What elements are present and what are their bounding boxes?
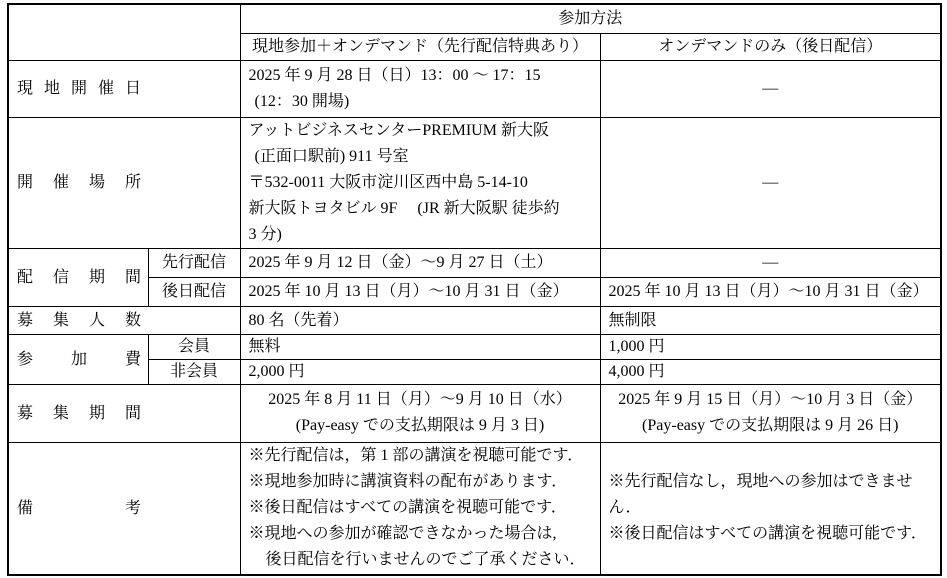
sublabel-advance-streaming: 先行配信 [148, 248, 240, 277]
text-line: ※現地への参加が確認できなかった場合は, [248, 525, 557, 543]
cell-capacity-ondemand: 無制限 [600, 306, 941, 334]
row-label-text: 開催場所 [17, 174, 141, 191]
row-label-capacity [8, 306, 240, 334]
row-label-text: 募集人数 [17, 311, 141, 329]
header-participation-method: 参加方法 [240, 4, 941, 33]
text-line: 3 分) [248, 225, 282, 243]
row-label-text: 募集期間 [17, 404, 141, 422]
text-line: 2025 年 9 月 15 日（月）～10 月 3 日（金） [618, 391, 923, 408]
cell-event-date-onsite [240, 60, 600, 117]
cell-fee-member-ondemand: 1,000 円 [600, 334, 941, 359]
text-line: 後日配信を行いませんのでご了承ください． [265, 551, 586, 569]
row-label-event-date [8, 60, 240, 117]
row-label-fee [8, 334, 148, 384]
header-empty-corner [8, 4, 240, 60]
text-line: 〒532-0011 大阪市淀川区西中島 5-14-10 [248, 173, 528, 191]
sublabel-member: 会員 [148, 334, 240, 359]
cell-later-streaming-onsite: 2025 年 10 月 13 日（月）～10 月 31 日（金） [240, 277, 600, 306]
row-label-streaming-period [8, 248, 148, 306]
text-line: アットビジネスセンターPREMIUM 新大阪 [248, 121, 549, 139]
text-line: ※先行配信なし，現地への参加はできませ [608, 473, 913, 491]
text-line: ※後日配信はすべての講演を視聴可能です． [248, 499, 567, 517]
cell-fee-nonmember-onsite: 2,000 円 [240, 359, 600, 384]
cell-notes-ondemand [600, 442, 941, 575]
row-label-text: 備考 [17, 499, 141, 517]
row-label-venue [8, 117, 240, 248]
text-line: (12：30 開場) [254, 92, 350, 110]
text-line: (Pay-easy での支払期限は 9 月 26 日) [642, 417, 899, 434]
text-line: 2025 年 9 月 28 日（日）13：00 ～ 17：15 [248, 66, 541, 84]
text-line: ※後日配信はすべての講演を視聴可能です． [608, 525, 927, 543]
text-line: 新大阪トヨタビル 9F (JR 新大阪駅 徒歩約 [248, 199, 560, 217]
row-label-text: 現地開催日 [17, 80, 141, 97]
cell-venue-onsite [240, 117, 600, 248]
text-line: ※先行配信は，第 1 部の講演を視聴可能です． [248, 447, 584, 465]
text-line: 2025 年 8 月 11 日（月）～9 月 10 日（水） [268, 391, 572, 408]
text-line: ※現地参加時に講演資料の配布があります． [248, 473, 568, 491]
cell-advance-streaming-onsite: 2025 年 9 月 12 日（金）～9 月 27 日（土） [240, 248, 600, 277]
cell-later-streaming-ondemand: 2025 年 10 月 13 日（月）～10 月 31 日（金） [600, 277, 941, 306]
cell-capacity-onsite: 80 名（先着） [240, 306, 600, 334]
header-ondemand-only: オンデマンドのみ（後日配信） [600, 33, 941, 60]
text-line: (正面口駅前) 911 号室 [254, 147, 409, 165]
cell-notes-onsite [240, 442, 600, 575]
cell-venue-ondemand: ― [600, 117, 941, 248]
text-line: ん． [608, 499, 642, 517]
text-line: (Pay-easy での支払期限は 9 月 3 日) [295, 417, 545, 434]
row-label-application-period [8, 384, 240, 442]
event-info-table [7, 3, 942, 576]
cell-event-date-ondemand: ― [600, 60, 941, 117]
cell-advance-streaming-ondemand: ― [600, 248, 941, 277]
row-label-text: 参加費 [17, 350, 141, 368]
header-onsite-plus-ondemand: 現地参加＋オンデマンド（先行配信特典あり） [240, 33, 600, 60]
sublabel-nonmember: 非会員 [148, 359, 240, 384]
row-label-notes [8, 442, 240, 575]
cell-fee-member-onsite: 無料 [240, 334, 600, 359]
sublabel-later-streaming: 後日配信 [148, 277, 240, 306]
row-label-text: 配信期間 [17, 268, 141, 286]
cell-fee-nonmember-ondemand: 4,000 円 [600, 359, 941, 384]
cell-application-onsite [240, 384, 600, 442]
cell-application-ondemand [600, 384, 941, 442]
